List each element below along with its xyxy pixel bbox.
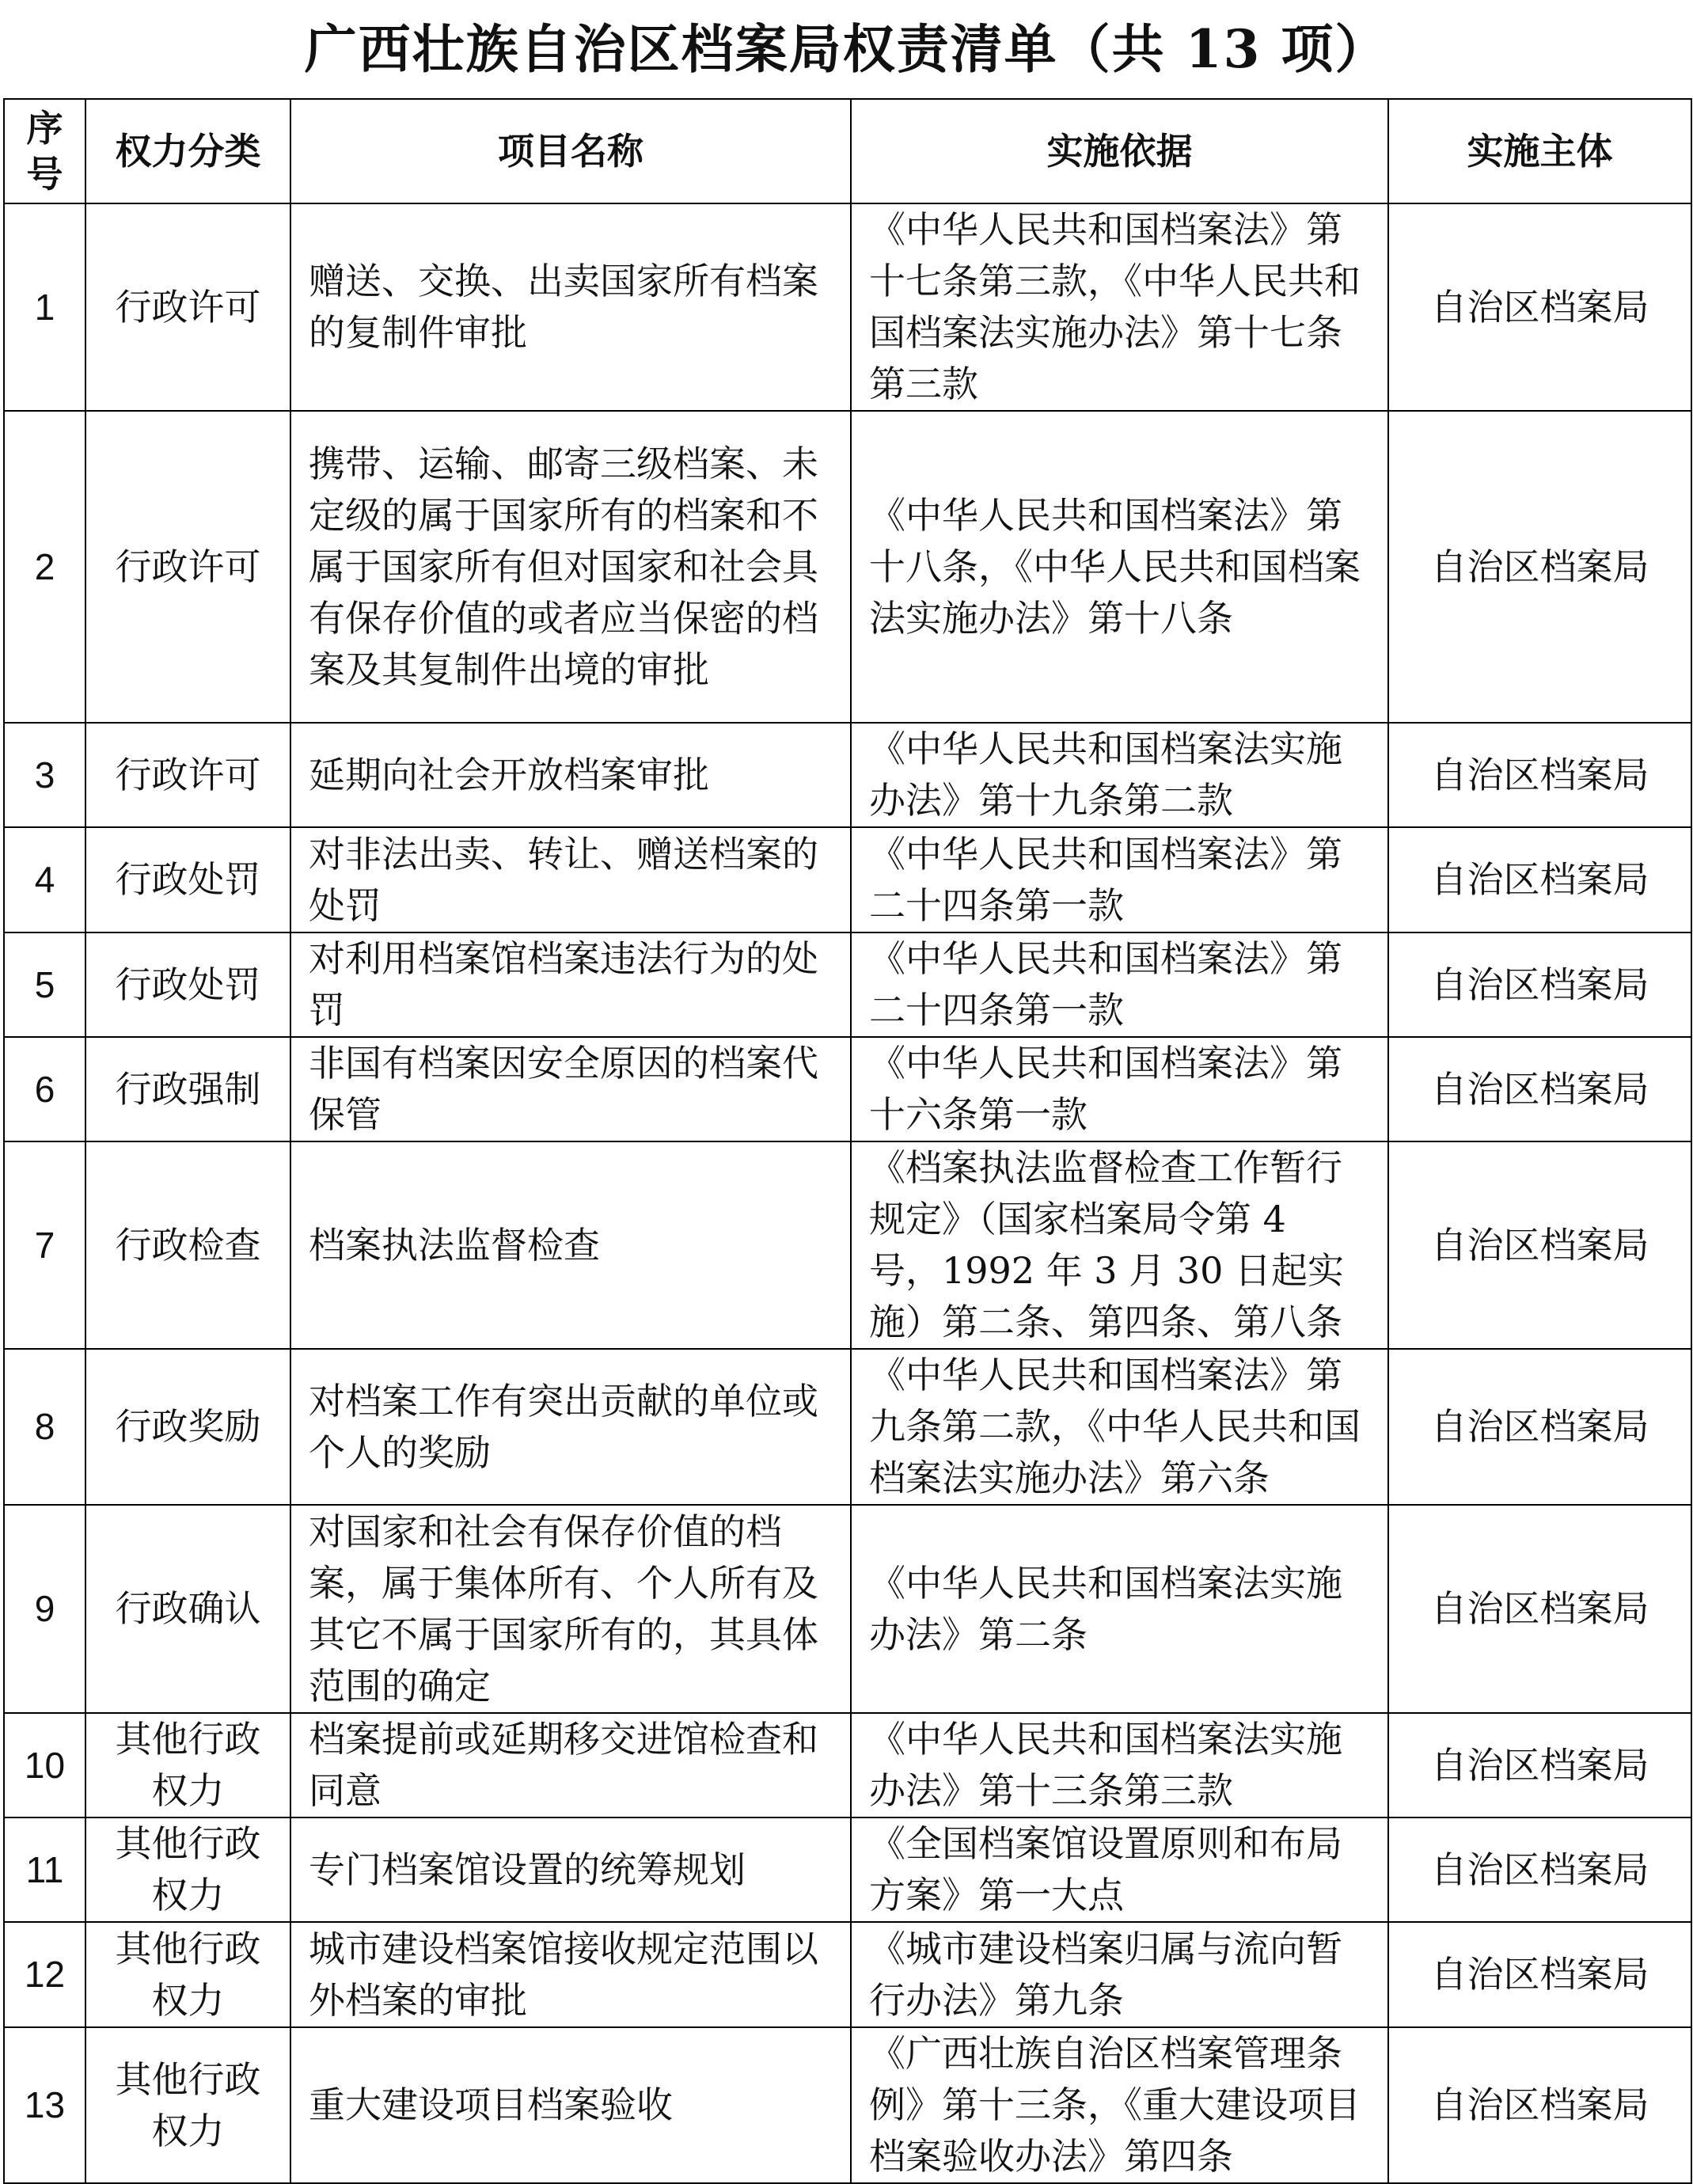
table-row <box>4 411 1691 723</box>
cell-legal-basis: 《中华人民共和国档案法实施办法》第十三条第三款 <box>851 1713 1388 1817</box>
cell-serial-number: 2 <box>4 411 85 723</box>
cell-serial-number: 12 <box>4 1922 85 2027</box>
cell-implementing-body: 自治区档案局 <box>1388 1037 1691 1141</box>
header-item-name: 项目名称 <box>290 99 851 203</box>
cell-category: 行政强制 <box>85 1037 290 1141</box>
cell-serial-number: 5 <box>4 932 85 1037</box>
cell-implementing-body: 自治区档案局 <box>1388 932 1691 1037</box>
cell-item-name: 专门档案馆设置的统筹规划 <box>290 1817 851 1922</box>
cell-serial-number: 3 <box>4 723 85 827</box>
cell-category: 其他行政权力 <box>85 1713 290 1817</box>
cell-implementing-body: 自治区档案局 <box>1388 1505 1691 1713</box>
cell-legal-basis: 《中华人民共和国档案法实施办法》第二条 <box>851 1505 1388 1713</box>
cell-category: 其他行政权力 <box>85 1922 290 2027</box>
header-category: 权力分类 <box>85 99 290 203</box>
table-header-row <box>4 99 1691 203</box>
cell-legal-basis: 《档案执法监督检查工作暂行规定》（国家档案局令第 4 号，1992 年 3 月 30 日起实施）第二条、第四条、第八条 <box>851 1141 1388 1349</box>
header-implementing-body: 实施主体 <box>1388 99 1691 203</box>
cell-item-name: 对非法出卖、转让、赠送档案的处罚 <box>290 827 851 932</box>
table-row <box>4 1505 1691 1713</box>
cell-serial-number: 13 <box>4 2027 85 2183</box>
cell-serial-number: 10 <box>4 1713 85 1817</box>
header-legal-basis: 实施依据 <box>851 99 1388 203</box>
cell-implementing-body: 自治区档案局 <box>1388 1141 1691 1349</box>
cell-legal-basis: 《中华人民共和国档案法》第二十四条第一款 <box>851 932 1388 1037</box>
cell-item-name: 对档案工作有突出贡献的单位或个人的奖励 <box>290 1349 851 1505</box>
cell-category: 其他行政权力 <box>85 1817 290 1922</box>
header-serial-number: 序号 <box>4 99 85 203</box>
cell-implementing-body: 自治区档案局 <box>1388 1713 1691 1817</box>
cell-serial-number: 8 <box>4 1349 85 1505</box>
cell-category: 行政处罚 <box>85 932 290 1037</box>
cell-item-name: 对利用档案馆档案违法行为的处罚 <box>290 932 851 1037</box>
cell-category: 行政处罚 <box>85 827 290 932</box>
table-row <box>4 1922 1691 2027</box>
cell-legal-basis: 《中华人民共和国档案法实施办法》第十九条第二款 <box>851 723 1388 827</box>
cell-implementing-body: 自治区档案局 <box>1388 411 1691 723</box>
power-list-table <box>3 98 1692 2184</box>
cell-item-name: 档案执法监督检查 <box>290 1141 851 1349</box>
cell-legal-basis: 《城市建设档案归属与流向暂行办法》第九条 <box>851 1922 1388 2027</box>
table-row <box>4 2027 1691 2183</box>
cell-implementing-body: 自治区档案局 <box>1388 203 1691 411</box>
cell-item-name: 城市建设档案馆接收规定范围以外档案的审批 <box>290 1922 851 2027</box>
table-row <box>4 1037 1691 1141</box>
page-title: 广西壮族自治区档案局权责清单（共 13 项） <box>304 18 1389 80</box>
cell-serial-number: 6 <box>4 1037 85 1141</box>
cell-legal-basis: 《全国档案馆设置原则和布局方案》第一大点 <box>851 1817 1388 1922</box>
table-row <box>4 203 1691 411</box>
cell-legal-basis: 《中华人民共和国档案法》第九条第二款，《中华人民共和国档案法实施办法》第六条 <box>851 1349 1388 1505</box>
cell-item-name: 非国有档案因安全原因的档案代保管 <box>290 1037 851 1141</box>
cell-implementing-body: 自治区档案局 <box>1388 723 1691 827</box>
cell-category: 行政许可 <box>85 203 290 411</box>
cell-serial-number: 9 <box>4 1505 85 1713</box>
table-row <box>4 827 1691 932</box>
cell-item-name: 延期向社会开放档案审批 <box>290 723 851 827</box>
cell-implementing-body: 自治区档案局 <box>1388 827 1691 932</box>
table-row <box>4 932 1691 1037</box>
cell-legal-basis: 《中华人民共和国档案法》第十六条第一款 <box>851 1037 1388 1141</box>
cell-category: 行政检查 <box>85 1141 290 1349</box>
cell-implementing-body: 自治区档案局 <box>1388 2027 1691 2183</box>
cell-item-name: 档案提前或延期移交进馆检查和同意 <box>290 1713 851 1817</box>
table-row <box>4 723 1691 827</box>
cell-item-name: 携带、运输、邮寄三级档案、未定级的属于国家所有的档案和不属于国家所有但对国家和社会具有保存价值的或者应当保密的档案及其复制件出境的审批 <box>290 411 851 723</box>
cell-category: 其他行政权力 <box>85 2027 290 2183</box>
cell-legal-basis: 《中华人民共和国档案法》第二十四条第一款 <box>851 827 1388 932</box>
cell-category: 行政确认 <box>85 1505 290 1713</box>
table-row <box>4 1349 1691 1505</box>
cell-legal-basis: 《广西壮族自治区档案管理条例》第十三条，《重大建设项目档案验收办法》第四条 <box>851 2027 1388 2183</box>
cell-item-name: 赠送、交换、出卖国家所有档案的复制件审批 <box>290 203 851 411</box>
cell-category: 行政许可 <box>85 723 290 827</box>
cell-implementing-body: 自治区档案局 <box>1388 1922 1691 2027</box>
cell-serial-number: 4 <box>4 827 85 932</box>
table-row <box>4 1141 1691 1349</box>
cell-legal-basis: 《中华人民共和国档案法》第十八条，《中华人民共和国档案法实施办法》第十八条 <box>851 411 1388 723</box>
cell-category: 行政奖励 <box>85 1349 290 1505</box>
cell-item-name: 重大建设项目档案验收 <box>290 2027 851 2183</box>
cell-category: 行政许可 <box>85 411 290 723</box>
cell-serial-number: 1 <box>4 203 85 411</box>
table-row <box>4 1817 1691 1922</box>
cell-implementing-body: 自治区档案局 <box>1388 1817 1691 1922</box>
cell-item-name: 对国家和社会有保存价值的档案，属于集体所有、个人所有及其它不属于国家所有的，其具体范围的确定 <box>290 1505 851 1713</box>
cell-legal-basis: 《中华人民共和国档案法》第十七条第三款，《中华人民共和国档案法实施办法》第十七条第三款 <box>851 203 1388 411</box>
cell-implementing-body: 自治区档案局 <box>1388 1349 1691 1505</box>
cell-serial-number: 7 <box>4 1141 85 1349</box>
table-row <box>4 1713 1691 1817</box>
cell-serial-number: 11 <box>4 1817 85 1922</box>
